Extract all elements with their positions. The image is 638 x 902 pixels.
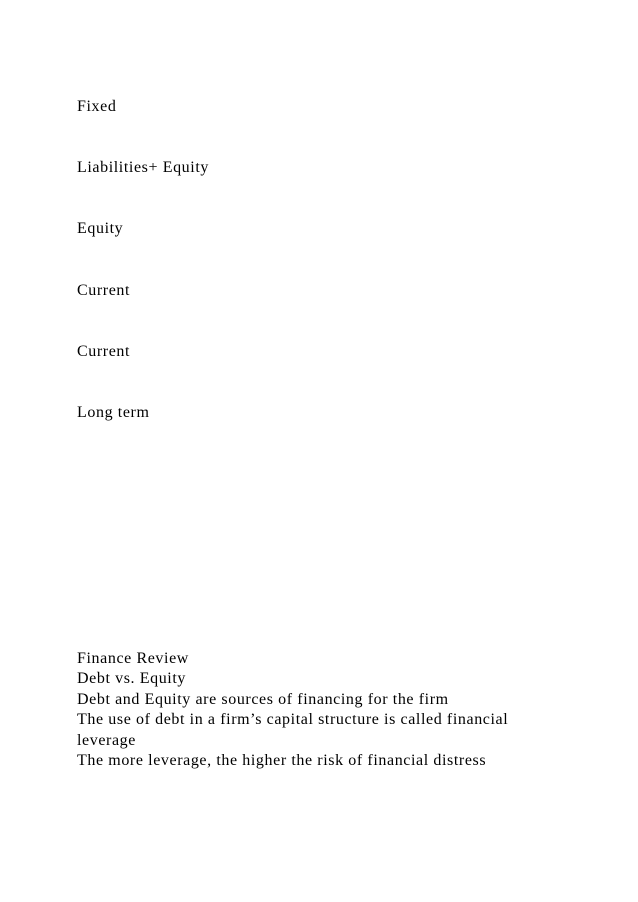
review-point: Debt and Equity are sources of financing for the firm xyxy=(77,690,449,708)
finance-review-block xyxy=(77,649,557,771)
review-point: The more leverage, the higher the risk of financial distress xyxy=(77,752,487,770)
review-point: The use of debt in a firm’s capital structure is called financial leverage xyxy=(77,711,509,749)
text-line-current-1: Current xyxy=(77,282,131,299)
text-line-fixed: Fixed xyxy=(77,98,117,115)
review-title: Finance Review xyxy=(77,650,189,667)
text-line-liabilities-equity: Liabilities+ Equity xyxy=(77,159,209,176)
text-line-equity: Equity xyxy=(77,220,124,237)
text-line-current-2: Current xyxy=(77,343,131,360)
text-line-long-term: Long term xyxy=(77,404,150,421)
review-subtitle: Debt vs. Equity xyxy=(77,670,186,688)
